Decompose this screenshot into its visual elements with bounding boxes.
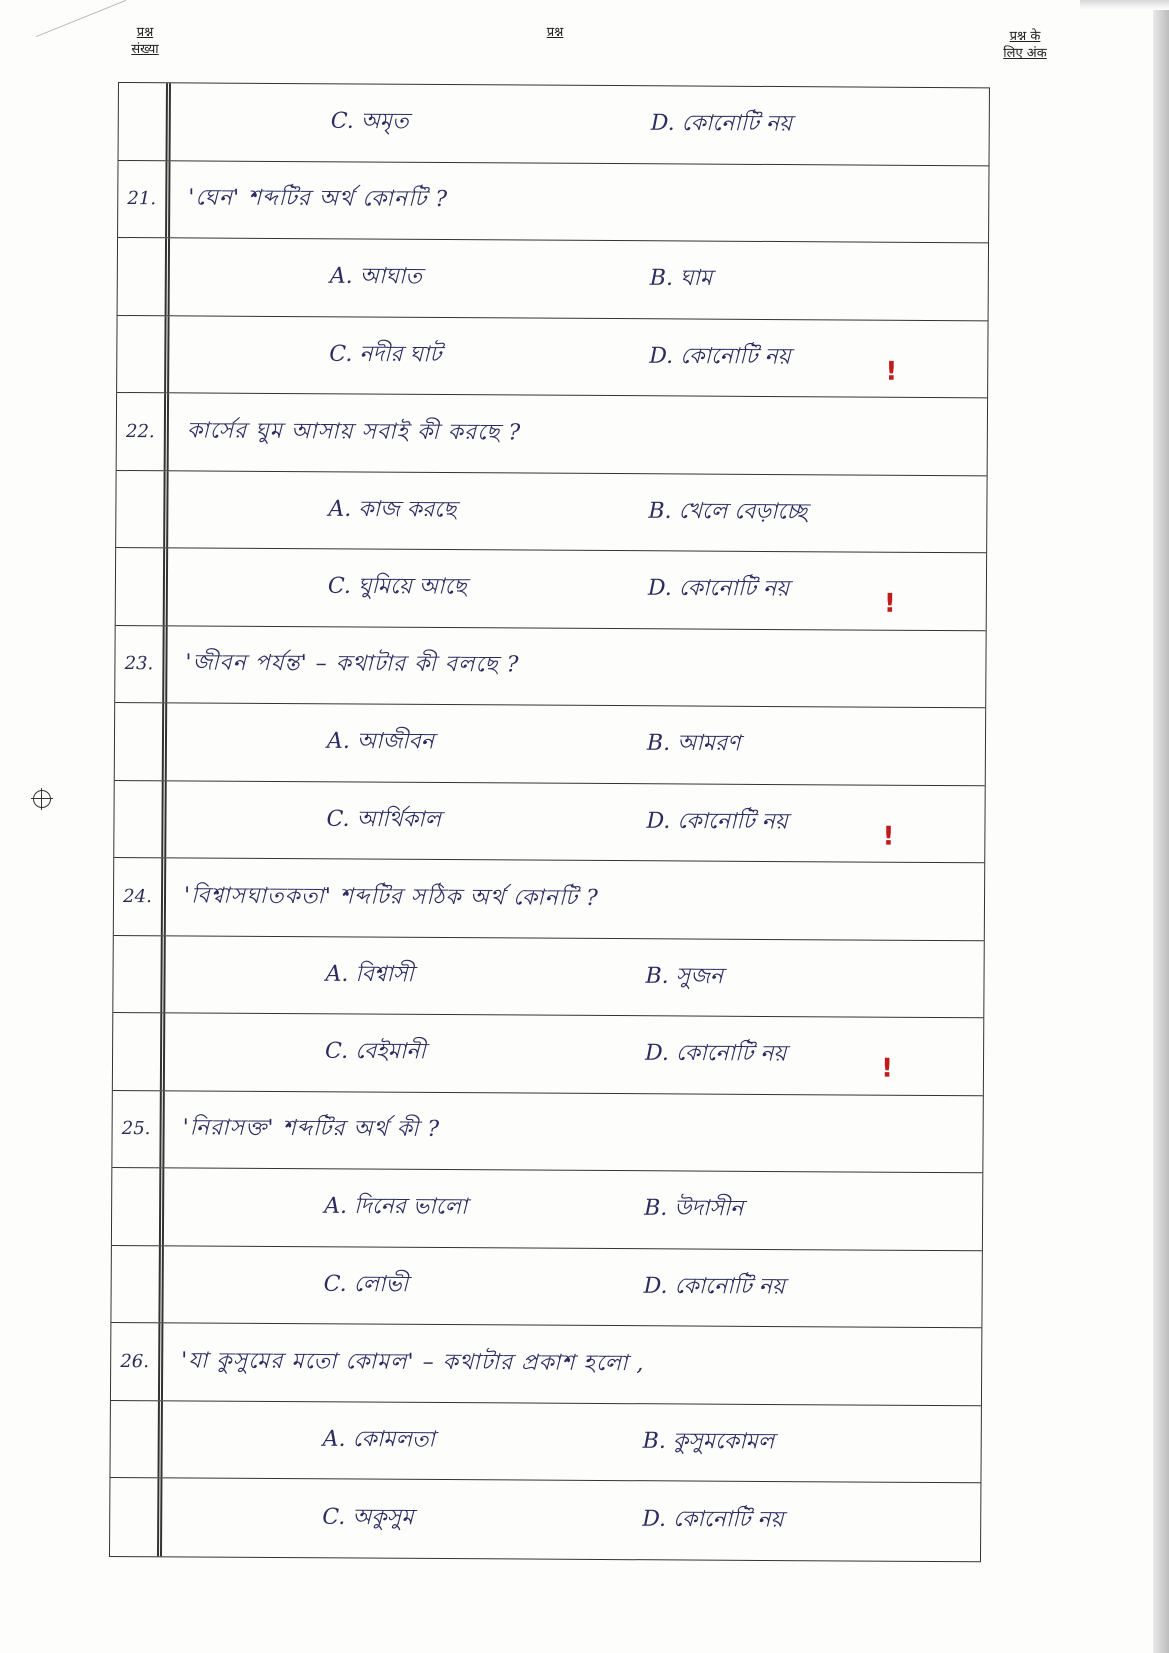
table-row (111, 1323, 981, 1406)
option-left: C. ঘুমিয়ে আছে (327, 574, 467, 600)
options-cell (168, 548, 986, 629)
grader-tick-mark: ! (882, 821, 895, 852)
option-right: D. কোনোটি নয় (646, 808, 788, 835)
question-text: 'জীবন পর্যন্ত' – কথাটার কী বলছে ? (185, 650, 520, 678)
question-text: 'ঘেন' শব্দটির অর্থ কোনটি ? (188, 185, 449, 213)
question-cell (169, 393, 987, 474)
question-number (110, 1478, 162, 1556)
table-row (111, 1245, 981, 1328)
scan-top-shadow (1080, 0, 1169, 10)
option-left: A. কাজ করছে (328, 496, 457, 523)
option-right: B. আমরণ (646, 730, 741, 757)
options-cell (169, 316, 987, 397)
option-left: A. আজীবন (326, 729, 434, 755)
option-right: B. খেলে বেড়াচ্ছে (648, 498, 808, 525)
options-cell (171, 83, 989, 164)
question-cell (164, 1091, 982, 1172)
options-cell (168, 471, 986, 552)
options-cell (162, 1401, 980, 1482)
option-left: A. দিনের ভালো (324, 1194, 468, 1220)
option-right: B. উদাসীন (644, 1195, 744, 1222)
question-number (114, 780, 166, 857)
table-row (114, 858, 984, 941)
question-number (113, 1013, 165, 1090)
option-left: A. আঘাত (329, 264, 422, 290)
table-row (117, 316, 987, 399)
question-text: কার্সের ঘুম আসায় সবাই কী করছে ? (186, 418, 522, 446)
table-row (112, 1168, 982, 1251)
question-cell (166, 858, 984, 939)
table-row (116, 470, 986, 553)
table-row (117, 393, 987, 476)
option-right: D. কোনোটি নয় (650, 111, 793, 137)
options-cell (165, 936, 983, 1017)
question-number (117, 316, 169, 393)
question-number (116, 470, 168, 547)
option-left: C. অকুসুম (322, 1504, 414, 1531)
option-right: B. কুসুমকোমল (642, 1428, 775, 1455)
table-row (119, 83, 989, 166)
header-question-number: प्रश्न संख्या (131, 25, 159, 57)
table-row (113, 935, 983, 1018)
question-cell (167, 626, 985, 707)
question-cell (163, 1323, 981, 1404)
option-left: C. বেইমানী (325, 1039, 426, 1065)
options-cell (163, 1246, 981, 1327)
question-number: 25. (112, 1090, 164, 1167)
scan-edge-shadow (1153, 0, 1169, 1653)
table-row (110, 1478, 980, 1561)
grader-tick-mark: ! (881, 1053, 894, 1084)
question-text: 'নিরাসক্ত' শব্দটির অর্থ কী ? (182, 1115, 441, 1143)
table-row (110, 1400, 980, 1483)
option-left: C. আর্থিকাল (326, 806, 441, 833)
table-row (114, 780, 984, 863)
table-row (116, 548, 986, 631)
table-row (115, 703, 985, 786)
option-right: D. কোনোটি নয় (642, 1506, 784, 1533)
question-table (109, 82, 990, 1562)
question-text: 'যা কুসুমের মতো কোমল' – কথাটার প্রকাশ হলো , (181, 1348, 645, 1376)
grader-tick-mark: ! (885, 356, 898, 387)
options-cell (166, 781, 984, 862)
table-row (112, 1090, 982, 1173)
question-number: 22. (117, 393, 169, 470)
option-right: D. কোনোটি নয় (647, 575, 790, 602)
table-row (115, 625, 985, 708)
question-text: 'বিশ্বাসঘাতকতা' শব্দটির সঠিক অর্থ কোনটি ? (183, 883, 599, 911)
question-number (119, 83, 171, 160)
question-number: 24. (114, 858, 166, 935)
option-right: D. কোনোটি নয় (643, 1273, 785, 1300)
question-number: 23. (115, 625, 167, 702)
registration-mark-icon (33, 790, 51, 808)
page-fold-line (36, 0, 126, 79)
question-number (118, 238, 170, 315)
header-marks: प्रश्न के लिए अंक (1003, 29, 1047, 61)
option-left: C. নদীর ঘাট (329, 341, 442, 368)
question-number (111, 1245, 163, 1322)
question-number: 26. (111, 1323, 163, 1400)
table-row (118, 161, 988, 244)
option-right: B. সুজন (645, 963, 724, 989)
option-right: D. কোনোটি নয় (649, 343, 791, 370)
question-number: 21. (118, 161, 170, 238)
option-left: C. অমৃত (330, 109, 409, 135)
question-number (115, 703, 167, 780)
options-cell (170, 238, 988, 319)
grader-tick-mark: ! (883, 588, 896, 619)
options-cell (165, 1013, 983, 1094)
option-right: B. ঘাম (649, 266, 713, 292)
option-left: C. লোভী (323, 1271, 409, 1298)
question-number (113, 935, 165, 1012)
question-number (112, 1168, 164, 1245)
question-number (110, 1400, 162, 1477)
question-number (116, 548, 168, 625)
option-left: A. বিশ্বাসী (325, 961, 414, 988)
option-left: A. কোমলতা (322, 1426, 435, 1453)
table-row (118, 238, 988, 321)
table-row (113, 1013, 983, 1096)
options-cell (164, 1168, 982, 1249)
options-cell (162, 1478, 980, 1560)
options-cell (167, 703, 985, 784)
question-cell (170, 161, 988, 242)
header-question: प्रश्न (546, 25, 564, 40)
option-right: D. কোনোটি নয় (644, 1040, 787, 1067)
